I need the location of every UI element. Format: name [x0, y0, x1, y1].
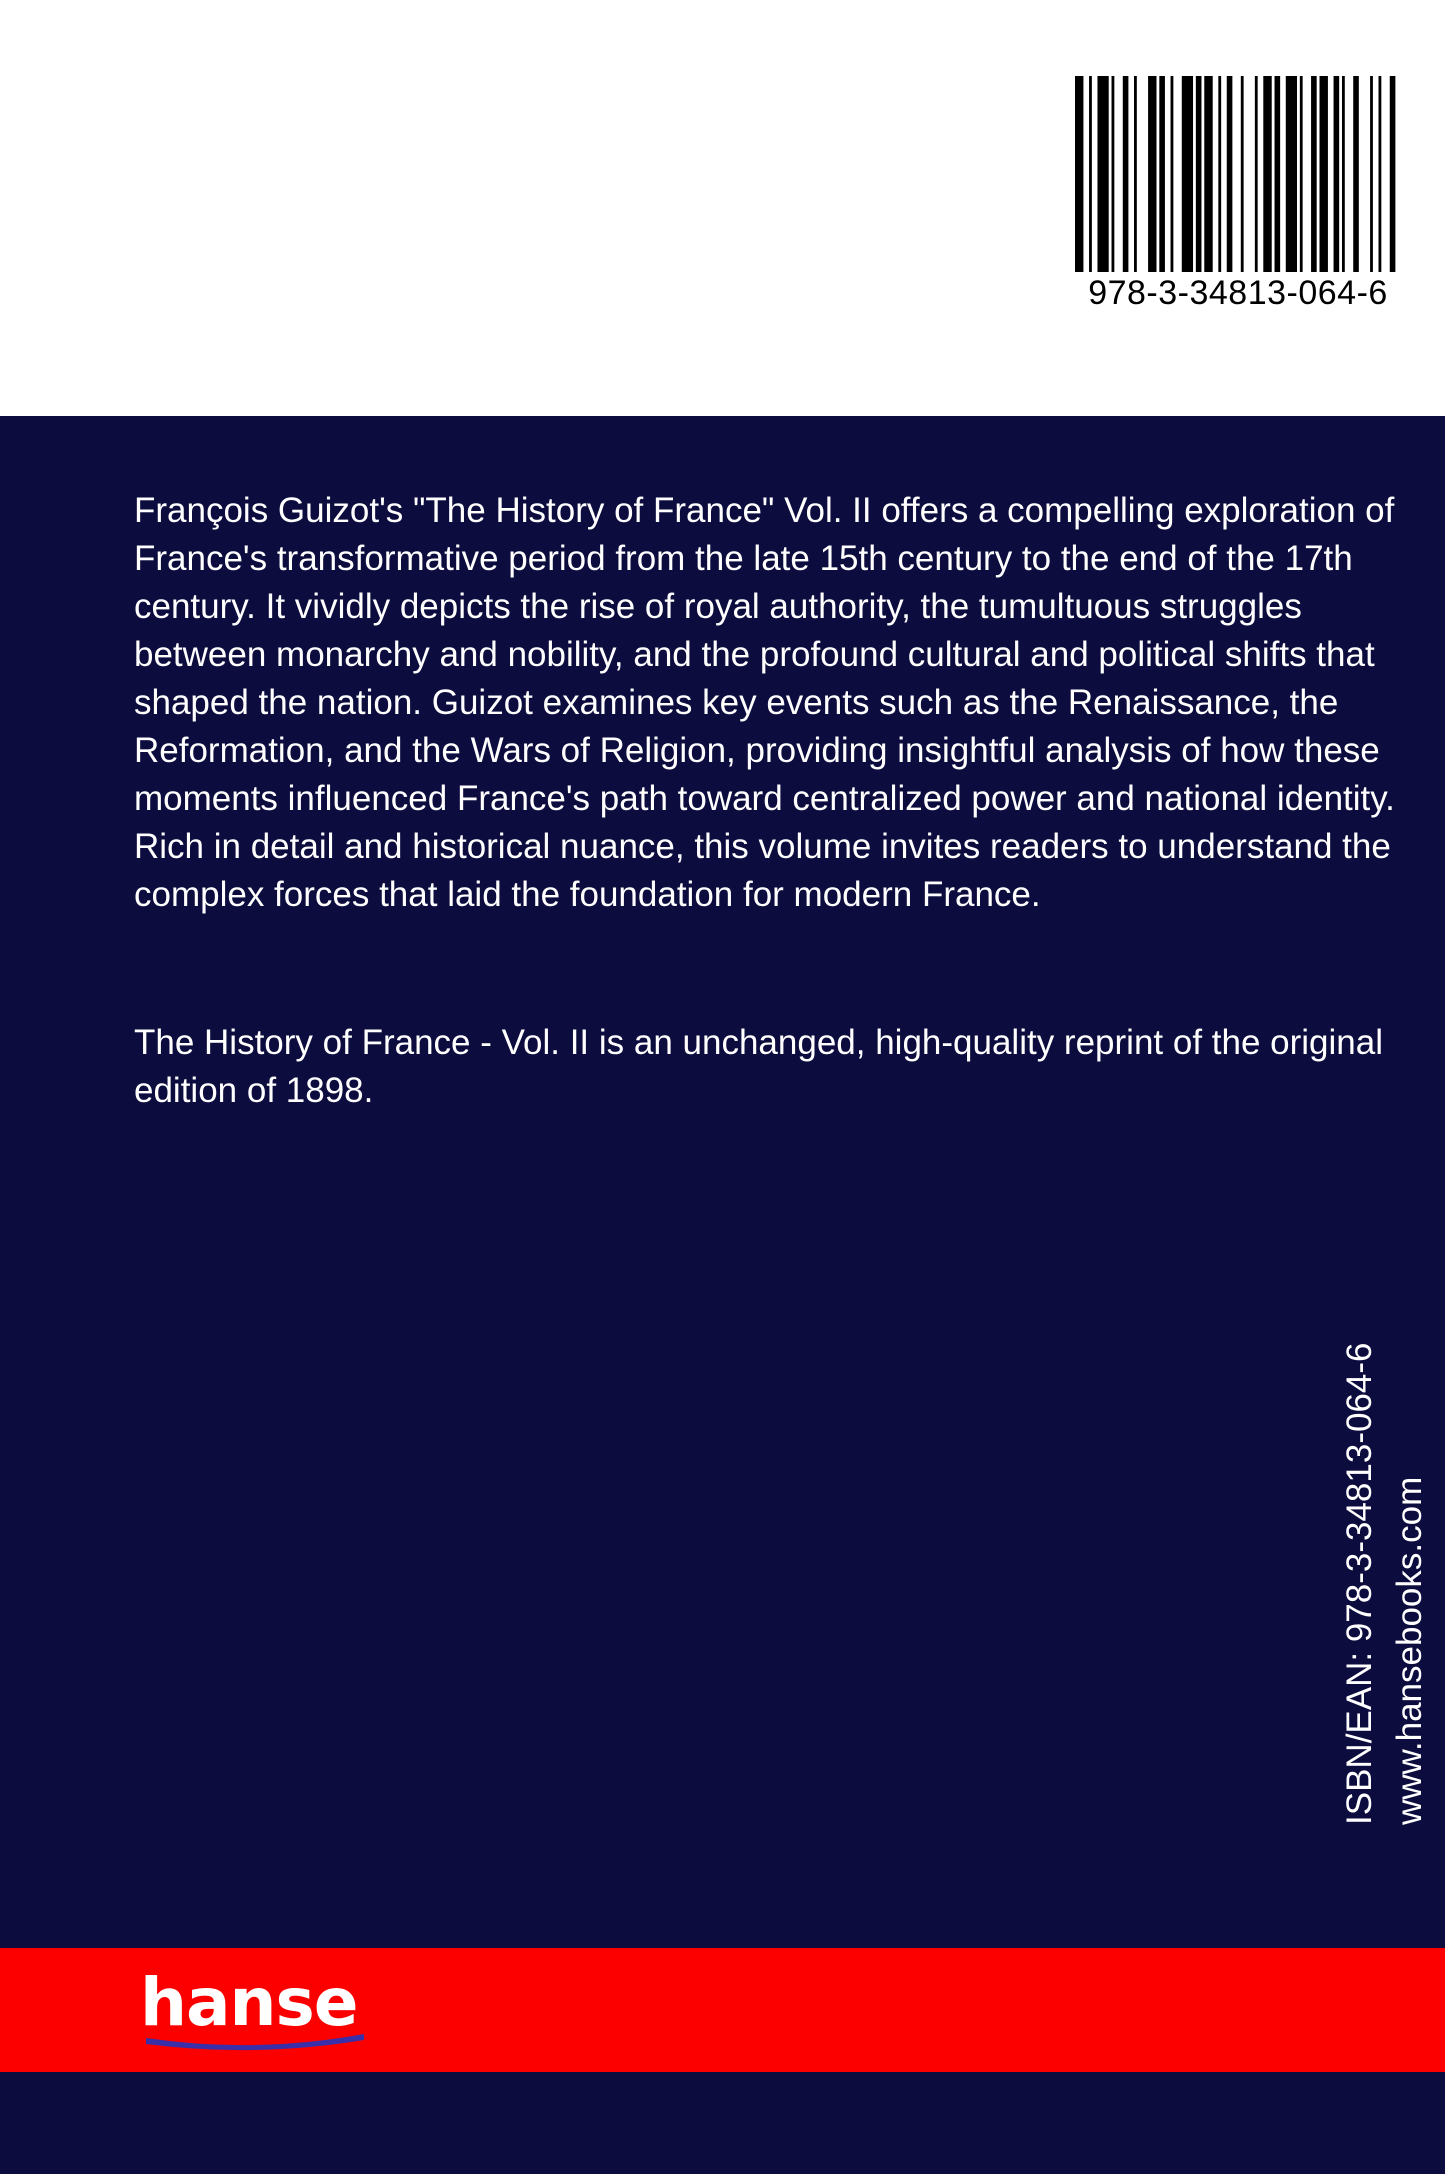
isbn-ean-text: ISBN/EAN: 978-3-34813-064-6	[1340, 1342, 1379, 1825]
hanse-logo-text: hanse	[140, 1964, 358, 2041]
hanse-logo	[140, 1964, 380, 2058]
barcode-bars	[1075, 76, 1401, 272]
bottom-margin	[0, 2072, 1445, 2174]
logo-swoosh-icon	[144, 2028, 366, 2052]
publisher-website: www.hansebooks.com	[1390, 1476, 1429, 1825]
barcode-area	[0, 0, 1445, 416]
reprint-note: The History of France - Vol. II is an unchanged, high-quality reprint of the original edition of 1898.	[134, 1023, 1383, 1110]
vertical-imprint	[1335, 1343, 1435, 1826]
barcode	[1075, 76, 1401, 313]
barcode-number: 978-3-34813-064-6	[1088, 274, 1388, 312]
book-description: François Guizot's "The History of France" Vol. II offers a compelling exploration of France's transformative period from the late 15th century to the end of the 17th century. It vividly depicts the rise of royal authority, the tumultuous struggles between monarchy and nobility, and the profound cultural and political shifts that shaped the nation. Guizot examines key events such as the Renaissance, the Reformation, and the Wars of Religion, providing insightful analysis of how these moments influenced France's path toward centralized power and national identity. Rich in detail and historical nuance, this volume invites readers to understand the complex forces that laid the foundation for modern France.	[134, 491, 1395, 914]
